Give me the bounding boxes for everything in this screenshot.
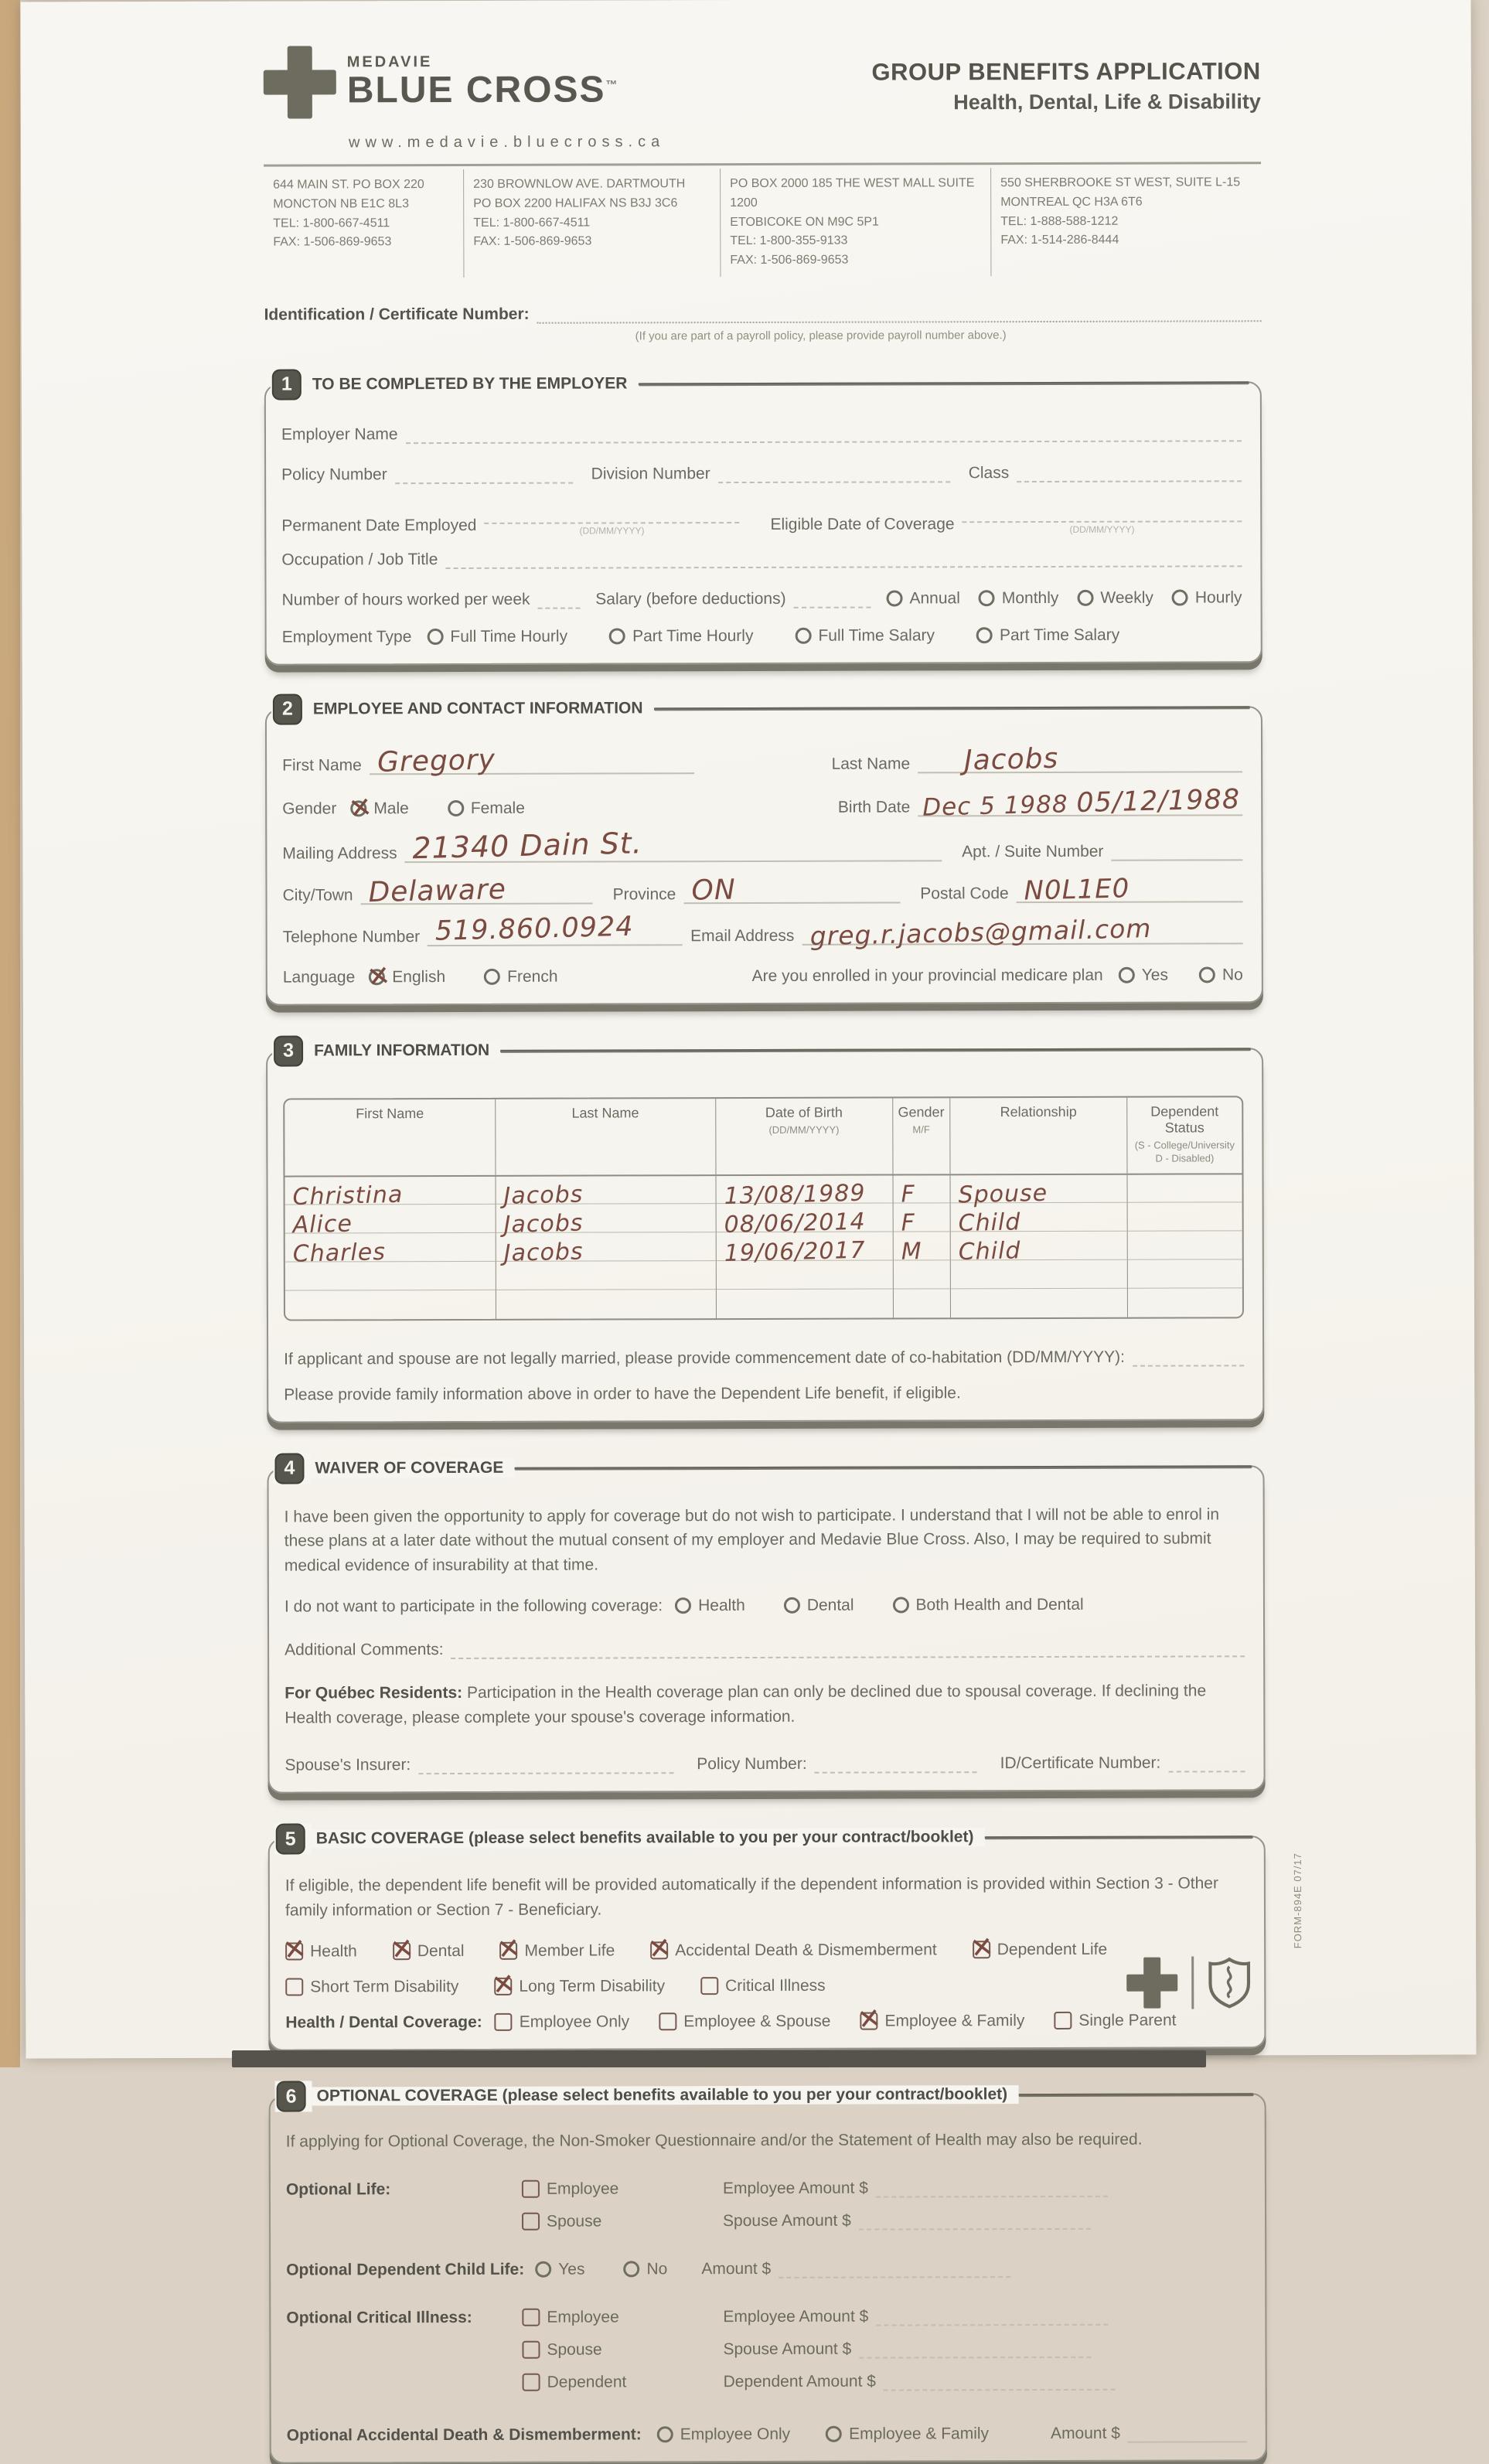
gender-label: Gender: [282, 799, 337, 818]
salary-hourly-radio[interactable]: [1172, 589, 1188, 605]
gender-female-radio[interactable]: [448, 800, 464, 816]
apt-suite-label: Apt. / Suite Number: [962, 842, 1104, 861]
health-dental-coverage-label: Health / Dental Coverage:: [285, 2013, 482, 2032]
family-table: [283, 1096, 1244, 1321]
birth-date-struck-handwriting: Dec 5 1988: [922, 790, 1069, 822]
identification-number-field[interactable]: [537, 302, 1262, 323]
mailing-address-label: Mailing Address: [282, 844, 397, 863]
optional-life-employee[interactable]: Employee: [522, 2179, 715, 2199]
spouse-insurer-label: Spouse's Insurer:: [285, 1756, 411, 1774]
telephone-handwriting: 519.860.0924: [434, 911, 635, 947]
salary-monthly-radio[interactable]: [979, 590, 995, 606]
section-3-badge: 3: [274, 1035, 303, 1066]
salary-annual-option[interactable]: Annual: [886, 589, 959, 608]
child-life-no[interactable]: No: [623, 2260, 667, 2278]
section-2-title: EMPLOYEE AND CONTACT INFORMATION: [308, 699, 654, 718]
trademark-symbol: ™: [605, 78, 619, 92]
salary-annual-radio[interactable]: [886, 590, 902, 606]
employer-name-label: Employer Name: [281, 425, 398, 444]
cohabitation-field[interactable]: [1133, 1344, 1244, 1366]
hd-employee-only[interactable]: Employee Only: [495, 2013, 629, 2032]
scanned-form-page: [21, 0, 1477, 2445]
language-english-radio[interactable]: [369, 969, 385, 985]
language-french-radio[interactable]: [484, 969, 500, 985]
class-field[interactable]: [1017, 460, 1242, 482]
adnd-employee-family[interactable]: Employee & Family: [826, 2425, 989, 2444]
hd-employee-spouse[interactable]: Employee & Spouse: [659, 2012, 830, 2032]
office-moncton: 644 MAIN ST. PO BOX 220 MONCTON NB E1C 8L3 TEL: 1-800-667-4511 FAX: 1-506-869-9653: [273, 178, 424, 249]
blue-cross-plus-icon: [264, 46, 336, 118]
critical-illness-checkbox[interactable]: [700, 1977, 718, 1995]
gender-female-option[interactable]: Female: [448, 799, 525, 818]
apt-suite-field[interactable]: [1111, 839, 1242, 861]
section-waiver-of-coverage: [267, 1457, 1265, 1794]
benefit-std[interactable]: Short Term Disability: [285, 1978, 458, 1997]
single-parent-checkbox[interactable]: [1054, 2012, 1072, 2029]
email-handwriting: greg.r.jacobs@gmail.com: [809, 912, 1152, 952]
section-4-badge: 4: [274, 1453, 304, 1484]
waiver-paragraph: I have been given the opportunity to apply for coverage but do not wish to participate. I understand that I will not be able to enrol in these plans at a later date without the mutual consent of my employer and Medavie Blue Cross. Also, I may be required to submit medical evidence of insurability at that time.: [284, 1505, 1220, 1575]
medicare-yes-radio[interactable]: [1119, 967, 1135, 983]
first-name-handwriting: Gregory: [377, 744, 496, 779]
child-life-yes-radio[interactable]: [535, 2261, 551, 2277]
critical-spouse-checkbox[interactable]: [522, 2340, 540, 2358]
adnd-employee-only[interactable]: Employee Only: [657, 2425, 790, 2444]
province-handwriting: ON: [690, 874, 737, 907]
dependent-life-checkbox[interactable]: [973, 1941, 990, 1958]
critical-spouse[interactable]: Spouse: [522, 2340, 715, 2360]
col-gender: Gender M/F: [892, 1098, 950, 1174]
section-3-title: FAMILY INFORMATION: [309, 1041, 500, 1061]
col-first-name: First Name: [285, 1099, 496, 1176]
office-addresses: [264, 167, 1261, 278]
first-name-field[interactable]: [370, 744, 694, 779]
dependent-life-note: Please provide family information above in order to have the Dependent Life benefit, if eligible.: [284, 1384, 961, 1404]
section-1-title: TO BE COMPLETED BY THE EMPLOYER: [308, 374, 639, 394]
optional-life-employee-amount-field[interactable]: [876, 2176, 1108, 2198]
col-dependent-status: Dependent Status (S - College/University D - Disabled): [1127, 1097, 1242, 1174]
form-subtitle: Health, Dental, Life & Disability: [953, 90, 1261, 114]
family-row-3: Charles Jacobs 19/06/2017 M Child: [285, 1231, 1242, 1262]
medicare-no-option[interactable]: No: [1199, 966, 1243, 984]
form-header: [264, 43, 1261, 152]
header-divider: [264, 162, 1261, 166]
decline-coverage-label: I do not want to participate in the following coverage:: [284, 1597, 663, 1616]
salary-weekly-radio[interactable]: [1077, 590, 1093, 606]
salary-hourly-option[interactable]: Hourly: [1172, 588, 1242, 607]
adnd-checkbox[interactable]: [650, 1942, 668, 1960]
section-1-header-line: [638, 381, 1249, 386]
employment-part-time-hourly[interactable]: Part Time Hourly: [609, 627, 753, 646]
logo-divider: [1191, 1956, 1194, 2009]
optional-life-spouse-amount-field[interactable]: [859, 2208, 1091, 2231]
last-name-field[interactable]: [918, 742, 1242, 777]
brand-name-small: MEDAVIE: [346, 53, 433, 71]
eligible-date-label: Eligible Date of Coverage: [770, 515, 955, 533]
critical-dependent-amount-label: Dependent Amount $: [723, 2372, 876, 2391]
gender-male-radio[interactable]: [350, 800, 366, 816]
scan-background-strip: [0, 0, 20, 2067]
benefit-critical-illness[interactable]: Critical Illness: [700, 1977, 826, 1995]
telephone-field[interactable]: [428, 911, 683, 947]
language-label: Language: [282, 968, 356, 987]
col-relationship: Relationship: [950, 1098, 1127, 1174]
city-town-field[interactable]: [361, 873, 593, 909]
occupation-label: Occupation / Job Title: [281, 550, 438, 569]
date-format-hint: (DD/MM/YYYY): [579, 525, 645, 537]
occupation-field[interactable]: [445, 545, 1242, 569]
waiver-id-certificate-label: ID/Certificate Number:: [1000, 1753, 1161, 1773]
adnd-amount-label: Amount $: [1051, 2424, 1120, 2442]
section-6-header-line: [1018, 2094, 1254, 2098]
critical-employee[interactable]: Employee: [522, 2308, 715, 2327]
critical-dependent[interactable]: Dependent: [523, 2373, 716, 2392]
telephone-label: Telephone Number: [282, 928, 421, 946]
blue-shield-icon: [1208, 1957, 1251, 2008]
section-2-header-line: [654, 706, 1250, 711]
mailing-address-handwriting: 21340 Dain St.: [412, 826, 643, 866]
blue-cross-plus-icon: [1126, 1958, 1177, 2009]
salary-field[interactable]: [794, 587, 871, 608]
critical-dependent-checkbox[interactable]: [523, 2373, 540, 2391]
waiver-policy-number-field[interactable]: [815, 1751, 977, 1774]
hd-employee-family[interactable]: ✕ Employee & Family: [860, 2012, 1024, 2031]
office-dartmouth: 230 BROWNLOW AVE. DARTMOUTH PO BOX 2200 HALIFAX NS B3J 3C6 TEL: 1-800-667-4511 FAX: 1-506-869-9653: [463, 169, 720, 278]
optional-life-employee-amount-label: Employee Amount $: [722, 2179, 868, 2197]
critical-employee-amount-field[interactable]: [876, 2304, 1108, 2326]
language-english-option[interactable]: ✕ English: [369, 968, 445, 987]
short-term-disability-checkbox[interactable]: [285, 1978, 303, 1996]
family-row-2: Alice Jacobs 08/06/2014 F Child: [285, 1202, 1242, 1233]
child-life-no-radio[interactable]: [623, 2261, 639, 2277]
dental-checkbox[interactable]: [393, 1942, 411, 1960]
birth-date-field[interactable]: [918, 784, 1242, 822]
critical-spouse-amount-label: Spouse Amount $: [723, 2340, 852, 2358]
quebec-residents-note: For Québec Residents: Participation in the Health coverage plan can only be declined due to spousal coverage. If declining the Health coverage, please complete your spouse's coverage information.: [285, 1682, 1207, 1727]
section-family-information: [266, 1040, 1264, 1423]
postal-code-field[interactable]: [1017, 873, 1243, 907]
identification-number-label: Identification / Certificate Number:: [264, 305, 530, 324]
benefit-dental[interactable]: ✕ Dental: [393, 1942, 465, 1961]
section-5-header-line: [984, 1836, 1252, 1840]
section-4-header-line: [514, 1465, 1252, 1470]
class-label: Class: [968, 464, 1010, 482]
spouse-insurer-field[interactable]: [418, 1753, 673, 1775]
decline-dental-option[interactable]: Dental: [784, 1597, 854, 1615]
optional-life-label: Optional Life:: [285, 2179, 391, 2199]
section-employer: [264, 373, 1262, 665]
medicare-question-label: Are you enrolled in your provincial medicare plan: [751, 966, 1103, 985]
decline-health-option[interactable]: Health: [675, 1597, 745, 1615]
child-life-yes[interactable]: Yes: [535, 2260, 584, 2278]
benefit-member-life[interactable]: ✕ Member Life: [499, 1942, 615, 1961]
section-6-badge: 6: [277, 2081, 306, 2112]
employee-family-checkbox[interactable]: [860, 2012, 877, 2030]
employment-type-label: Employment Type: [281, 628, 412, 646]
email-label: Email Address: [690, 926, 795, 946]
employee-spouse-checkbox[interactable]: [659, 2013, 676, 2031]
basic-coverage-intro: If eligible, the dependent life benefit will be provided automatically if the dependent information is provided within Section 3 - Other family information or Section 7 - Beneficiary.: [285, 1874, 1218, 1920]
adnd-employee-only-radio[interactable]: [657, 2426, 673, 2442]
benefit-health[interactable]: ✕ Health: [285, 1943, 357, 1961]
adnd-employee-family-radio[interactable]: [826, 2425, 842, 2442]
section-5-title: BASIC COVERAGE (please select benefits available to you per your contract/booklet): [312, 1828, 985, 1848]
hd-single-parent[interactable]: Single Parent: [1054, 2012, 1176, 2030]
office-montreal: 550 SHERBROOKE ST WEST, SUITE L-15 MONTREAL QC H3A 6T6 TEL: 1-888-588-1212 FAX: 1-514-286-8444: [990, 167, 1261, 276]
member-life-checkbox[interactable]: [499, 1942, 517, 1960]
section-employee-contact: [265, 698, 1263, 1005]
email-field[interactable]: [802, 912, 1242, 952]
decline-both-option[interactable]: Both Health and Dental: [892, 1596, 1083, 1615]
first-name-label: First Name: [282, 756, 362, 775]
city-town-label: City/Town: [282, 886, 353, 905]
optional-life-employee-checkbox[interactable]: [522, 2179, 540, 2197]
division-number-field[interactable]: [718, 461, 950, 483]
gender-male-option[interactable]: ✕ Male: [350, 799, 409, 818]
medicare-yes-option[interactable]: Yes: [1119, 966, 1168, 985]
benefit-adnd[interactable]: ✕ Accidental Death & Dismemberment: [650, 1941, 937, 1961]
employment-full-time-hourly[interactable]: Full Time Hourly: [427, 628, 567, 646]
hours-per-week-field[interactable]: [537, 588, 580, 609]
permanent-date-field[interactable]: [484, 502, 739, 524]
language-french-option[interactable]: French: [484, 968, 557, 987]
additional-comments-label: Additional Comments:: [285, 1641, 444, 1659]
section-3-header-line: [500, 1048, 1251, 1053]
permanent-date-label: Permanent Date Employed: [281, 516, 477, 535]
employer-name-field[interactable]: [406, 420, 1242, 444]
brand-name-large: BLUE CROSS™: [346, 69, 619, 111]
col-date-of-birth: Date of Birth (DD/MM/YYYY): [715, 1098, 892, 1174]
critical-employee-checkbox[interactable]: [522, 2308, 540, 2326]
family-row-5: [285, 1288, 1242, 1319]
waiver-id-certificate-field[interactable]: [1168, 1751, 1245, 1773]
policy-number-label: Policy Number: [281, 465, 387, 484]
eligible-date-field[interactable]: [962, 500, 1242, 523]
city-handwriting: Delaware: [368, 873, 507, 909]
optional-coverage-intro: If applying for Optional Coverage, the Non-Smoker Questionnaire and/or the Statement of Health may also be required.: [285, 2130, 1143, 2151]
hours-per-week-label: Number of hours worked per week: [281, 590, 530, 609]
optional-adnd-label: Optional Accidental Death & Dismemberment:: [286, 2425, 642, 2445]
section-2-badge: 2: [273, 694, 302, 724]
optional-critical-illness-label: Optional Critical Illness:: [286, 2308, 472, 2327]
long-term-disability-checkbox[interactable]: [494, 1978, 512, 1995]
section-basic-coverage: [268, 1828, 1266, 2051]
payroll-note: (If you are part of a payroll policy, please provide payroll number above.): [635, 329, 1007, 343]
quebec-residents-lead: For Québec Residents:: [285, 1684, 463, 1702]
section-optional-coverage: [269, 2085, 1267, 2464]
section-6-title: OPTIONAL COVERAGE (please select benefits available to you per your contract/booklet): [312, 2085, 1019, 2105]
family-row-4: [285, 1259, 1242, 1290]
child-life-amount-label: Amount $: [701, 2259, 772, 2278]
province-field[interactable]: [683, 874, 900, 907]
footer-logos: [1126, 1956, 1251, 2009]
section-1-badge: 1: [272, 369, 302, 400]
postal-code-label: Postal Code: [920, 884, 1009, 903]
section-4-title: WAIVER OF COVERAGE: [310, 1459, 514, 1478]
birth-date-label: Birth Date: [837, 798, 911, 816]
benefit-ltd[interactable]: ✕ Long Term Disability: [494, 1978, 665, 1997]
optional-life-spouse-checkbox[interactable]: [522, 2212, 540, 2230]
last-name-handwriting: Jacobs: [963, 742, 1059, 777]
critical-employee-amount-label: Employee Amount $: [723, 2307, 869, 2326]
waiver-policy-number-label: Policy Number:: [697, 1755, 807, 1774]
salary-weekly-option[interactable]: Weekly: [1077, 589, 1153, 608]
optional-life-spouse[interactable]: Spouse: [522, 2212, 715, 2231]
employment-full-time-salary[interactable]: Full Time Salary: [795, 626, 935, 645]
division-number-label: Division Number: [591, 465, 710, 483]
medicare-no-radio[interactable]: [1199, 966, 1215, 983]
employee-only-checkbox[interactable]: [495, 2013, 513, 2031]
policy-number-field[interactable]: [395, 462, 573, 485]
office-etobicoke: PO BOX 2000 185 THE WEST MALL SUITE 1200 ETOBICOKE ON M9C 5P1 TEL: 1-800-355-9133 FAX: 1-506-869-9653: [720, 168, 990, 277]
brand-logo: [264, 45, 665, 118]
salary-monthly-option[interactable]: Monthly: [979, 589, 1059, 608]
additional-comments-field[interactable]: [451, 1636, 1245, 1660]
col-last-name: Last Name: [496, 1099, 716, 1176]
optional-child-life-label: Optional Dependent Child Life:: [286, 2260, 525, 2279]
website-url: www.medavie.bluecross.ca: [348, 133, 666, 152]
mailing-address-field[interactable]: [405, 826, 942, 866]
optional-life-spouse-amount-label: Spouse Amount $: [723, 2211, 851, 2230]
postal-code-handwriting: N0L1E0: [1024, 873, 1130, 907]
critical-spouse-amount-field[interactable]: [859, 2336, 1091, 2359]
cohabitation-label: If applicant and spouse are not legally married, please provide commencement date of co-habitation (DD/MM/YYYY):: [284, 1348, 1126, 1368]
birth-date-corrected-handwriting: 05/12/1988: [1075, 784, 1241, 819]
health-checkbox[interactable]: [285, 1943, 303, 1961]
date-format-hint: (DD/MM/YYYY): [1069, 523, 1135, 535]
adnd-amount-field[interactable]: [1128, 2421, 1247, 2442]
last-name-label: Last Name: [831, 755, 911, 773]
benefit-dependent-life[interactable]: ✕ Dependent Life: [973, 1941, 1108, 1959]
salary-label: Salary (before deductions): [595, 589, 786, 608]
form-code: FORM-894E 07/17: [1291, 1852, 1304, 1949]
family-row-1: Christina Jacobs 13/08/1989 F Spouse: [285, 1174, 1242, 1205]
employment-part-time-salary[interactable]: Part Time Salary: [976, 626, 1119, 645]
form-title: GROUP BENEFITS APPLICATION: [871, 57, 1261, 86]
province-label: Province: [612, 885, 676, 904]
section-5-badge: 5: [276, 1824, 305, 1855]
critical-dependent-amount-field[interactable]: [884, 2369, 1116, 2391]
child-life-amount-field[interactable]: [779, 2256, 1010, 2278]
scan-bottom-edge: [232, 2050, 1206, 2067]
